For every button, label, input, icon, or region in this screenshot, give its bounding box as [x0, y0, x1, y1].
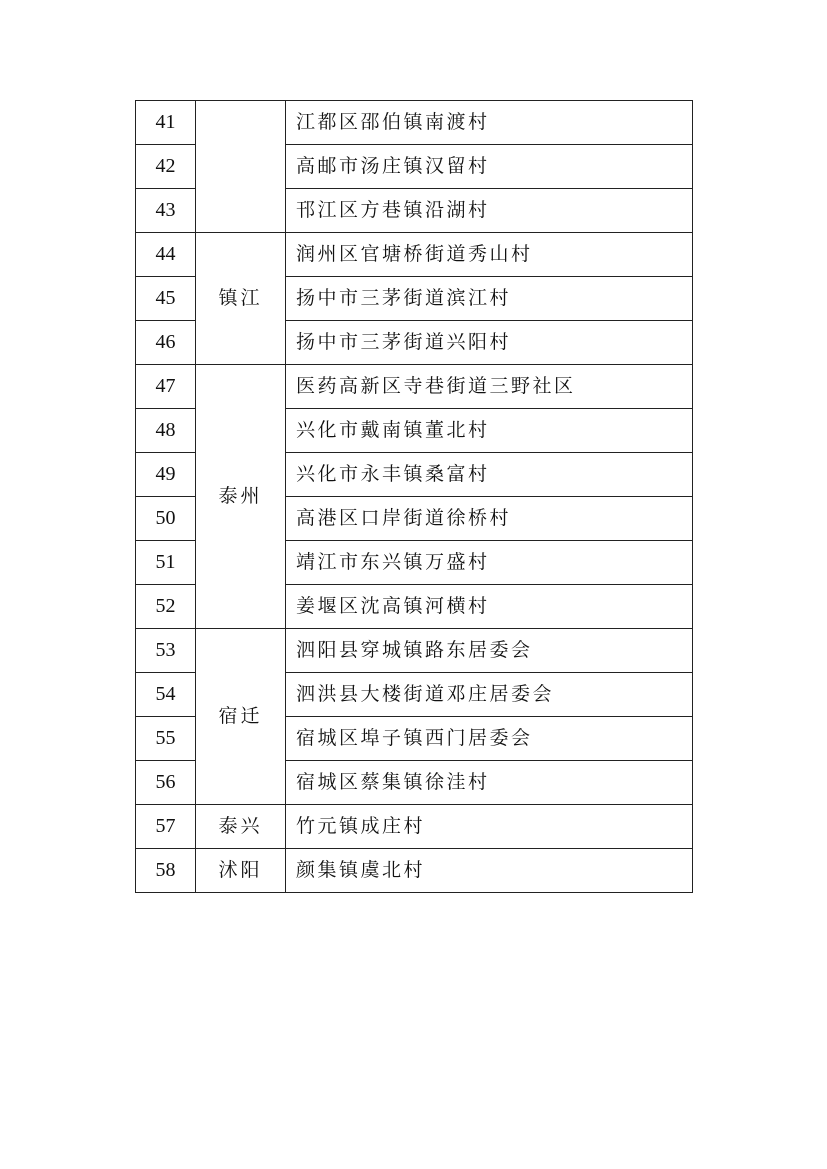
row-number: 54: [136, 673, 196, 717]
city-cell: 宿迁: [196, 629, 286, 805]
table-row: [136, 805, 693, 849]
table-row: [136, 849, 693, 893]
row-number: 57: [136, 805, 196, 849]
row-number: 47: [136, 365, 196, 409]
row-number: 48: [136, 409, 196, 453]
village-name: 宿城区蔡集镇徐洼村: [286, 761, 693, 805]
row-number: 44: [136, 233, 196, 277]
village-list-table: [135, 100, 693, 893]
row-number: 52: [136, 585, 196, 629]
table-row: [136, 629, 693, 673]
city-cell: [196, 101, 286, 233]
row-number: 46: [136, 321, 196, 365]
village-name: 高港区口岸街道徐桥村: [286, 497, 693, 541]
table-row: [136, 101, 693, 145]
row-number: 56: [136, 761, 196, 805]
row-number: 53: [136, 629, 196, 673]
row-number: 41: [136, 101, 196, 145]
row-number: 50: [136, 497, 196, 541]
city-cell: 泰州: [196, 365, 286, 629]
village-name: 兴化市戴南镇董北村: [286, 409, 693, 453]
village-name: 姜堰区沈高镇河横村: [286, 585, 693, 629]
table-row: [136, 365, 693, 409]
village-name: 邗江区方巷镇沿湖村: [286, 189, 693, 233]
village-name: 靖江市东兴镇万盛村: [286, 541, 693, 585]
table-body: [136, 101, 693, 893]
village-name: 扬中市三茅街道滨江村: [286, 277, 693, 321]
village-name: 高邮市汤庄镇汉留村: [286, 145, 693, 189]
row-number: 51: [136, 541, 196, 585]
row-number: 58: [136, 849, 196, 893]
village-name: 宿城区埠子镇西门居委会: [286, 717, 693, 761]
village-name: 扬中市三茅街道兴阳村: [286, 321, 693, 365]
village-name: 泗阳县穿城镇路东居委会: [286, 629, 693, 673]
city-cell: 镇江: [196, 233, 286, 365]
row-number: 49: [136, 453, 196, 497]
city-cell: 沭阳: [196, 849, 286, 893]
village-name: 江都区邵伯镇南渡村: [286, 101, 693, 145]
row-number: 43: [136, 189, 196, 233]
village-name: 颜集镇虞北村: [286, 849, 693, 893]
village-name: 泗洪县大楼街道邓庄居委会: [286, 673, 693, 717]
village-name: 医药高新区寺巷街道三野社区: [286, 365, 693, 409]
row-number: 45: [136, 277, 196, 321]
village-name: 竹元镇成庄村: [286, 805, 693, 849]
row-number: 55: [136, 717, 196, 761]
table-row: [136, 233, 693, 277]
village-name: 兴化市永丰镇桑富村: [286, 453, 693, 497]
row-number: 42: [136, 145, 196, 189]
city-cell: 泰兴: [196, 805, 286, 849]
village-name: 润州区官塘桥街道秀山村: [286, 233, 693, 277]
